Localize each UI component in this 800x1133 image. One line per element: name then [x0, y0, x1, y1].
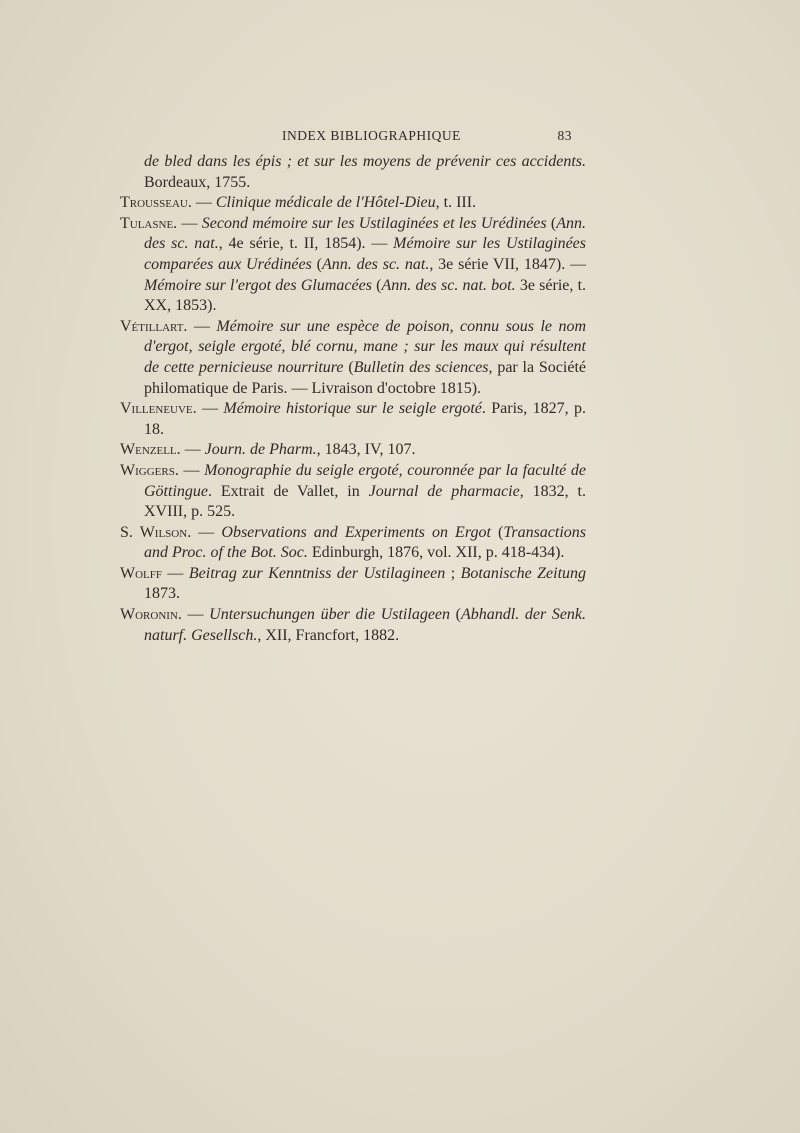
entry-title: Journal de pharmacie [368, 482, 520, 500]
entry-title: Transactions and Proc. of the Bot. Soc. [144, 523, 587, 562]
bibliography-entry [120, 317, 586, 399]
entry-author: Woronin. [120, 606, 182, 624]
entry-text: ( [371, 276, 382, 294]
entry-author: Vétillart. [120, 317, 188, 335]
entry-author: Wenzell. [120, 441, 181, 459]
entry-text: , par la Société philomatique de Paris. — Livraison d'octobre 1815). [144, 358, 586, 397]
entry-author: Villeneuve. [120, 400, 197, 418]
entry-text: ; [445, 564, 461, 582]
entry-text: — [162, 564, 189, 582]
bibliography-entry [120, 564, 586, 605]
entry-title: Journ. de Pharm. [204, 441, 317, 459]
bibliography-entry [120, 523, 586, 564]
entry-title: Mémoire sur l'ergot des Glumacées [144, 276, 372, 294]
entry-title: Clinique médicale de l'Hôtel-Dieu [215, 194, 436, 212]
entry-author: S. Wilson. [120, 523, 192, 541]
entry-text: Bordeaux, 1755. [144, 173, 251, 191]
entry-title: Untersuchungen über die Ustilageen [209, 606, 451, 624]
entry-text: — [191, 194, 216, 212]
bibliography-entry [120, 440, 586, 461]
bibliography-entry [120, 152, 586, 193]
bibliography-entry [120, 399, 586, 440]
entry-text: , t. III. [435, 194, 477, 212]
entry-title: Ann. des sc. nat. bot. [381, 276, 516, 294]
entry-title: Monographie du seigle ergoté, couronnée par la faculté de Göttingue [144, 461, 587, 500]
entry-title: Observations and Experiments on Ergot [221, 523, 491, 541]
entry-text: — [196, 400, 224, 418]
entry-author: Tulasne. [120, 214, 178, 232]
entry-author: Trousseau. [120, 194, 192, 212]
entry-title: Ann. des sc. nat. [144, 214, 587, 253]
entry-title: de bled dans les épis ; et sur les moyens de prévenir ces accidents. [144, 153, 586, 170]
entry-text: 3e série, t. XX, 1853). [144, 276, 587, 315]
entry-title: Abhandl. der Senk. naturf. Gesellsch. [144, 606, 587, 644]
entry-text: . Extrait de Vallet, in [208, 482, 369, 500]
entry-author: Wolff [120, 564, 162, 582]
entry-text: — [181, 606, 210, 624]
entry-text: Edinburgh, 1876, vol. XII, p. 418-434). [307, 544, 565, 562]
running-title: INDEX BIBLIOGRAPHIQUE [282, 128, 461, 143]
entry-text: , 1832, t. XVIII, p. 525. [144, 482, 586, 521]
entry-text: , 3e série VII, 1847). — [429, 255, 587, 273]
page-header [282, 128, 572, 150]
entry-text: . Paris, 1827, p. 18. [144, 400, 587, 438]
entry-text: — [191, 523, 222, 541]
entry-title: Botanische Zeitung [460, 564, 587, 582]
entry-text: , 1843, IV, 107. [316, 441, 416, 459]
page-number: 83 [557, 128, 572, 143]
entry-text: ( [546, 214, 557, 232]
entry-title: Second mémoire sur les Ustilaginées et les Urédinées [201, 214, 547, 232]
entry-text: — [178, 461, 205, 479]
entry-text: ( [490, 523, 504, 541]
entry-title: Mémoire sur une espèce de poison, connu sous le nom d'ergot, seigle ergoté, blé cornu, mane ; sur les maux qui résultent de cette pernicieuse nourriture [144, 317, 587, 376]
bibliography-list [120, 152, 586, 646]
entry-title: Ann. des sc. nat. [321, 255, 430, 273]
entry-text: ( [343, 358, 354, 376]
entry-text: ( [450, 606, 461, 624]
entry-text: ( [311, 255, 322, 273]
bibliography-entry [120, 461, 586, 523]
bibliography-entry [120, 193, 586, 214]
entry-text: , 4e série, t. II, 1854). — [218, 235, 394, 253]
bibliography-entry [120, 605, 586, 646]
bibliography-entry [120, 214, 586, 317]
entry-title: Bulletin des sciences [353, 358, 489, 376]
entry-text: 1873. [144, 585, 180, 603]
entry-title: Mémoire historique sur le seigle ergoté [223, 400, 482, 418]
entry-text: — [177, 214, 202, 232]
entry-text: — [187, 317, 217, 335]
entry-text: , XII, Francfort, 1882. [257, 626, 400, 644]
entry-title: Mémoire sur les Ustilaginées comparées aux Urédinées [144, 235, 586, 273]
entry-text: — [180, 441, 205, 459]
entry-title: Beitrag zur Kenntniss der Ustilagineen [188, 564, 446, 582]
entry-author: Wiggers. [120, 461, 179, 479]
